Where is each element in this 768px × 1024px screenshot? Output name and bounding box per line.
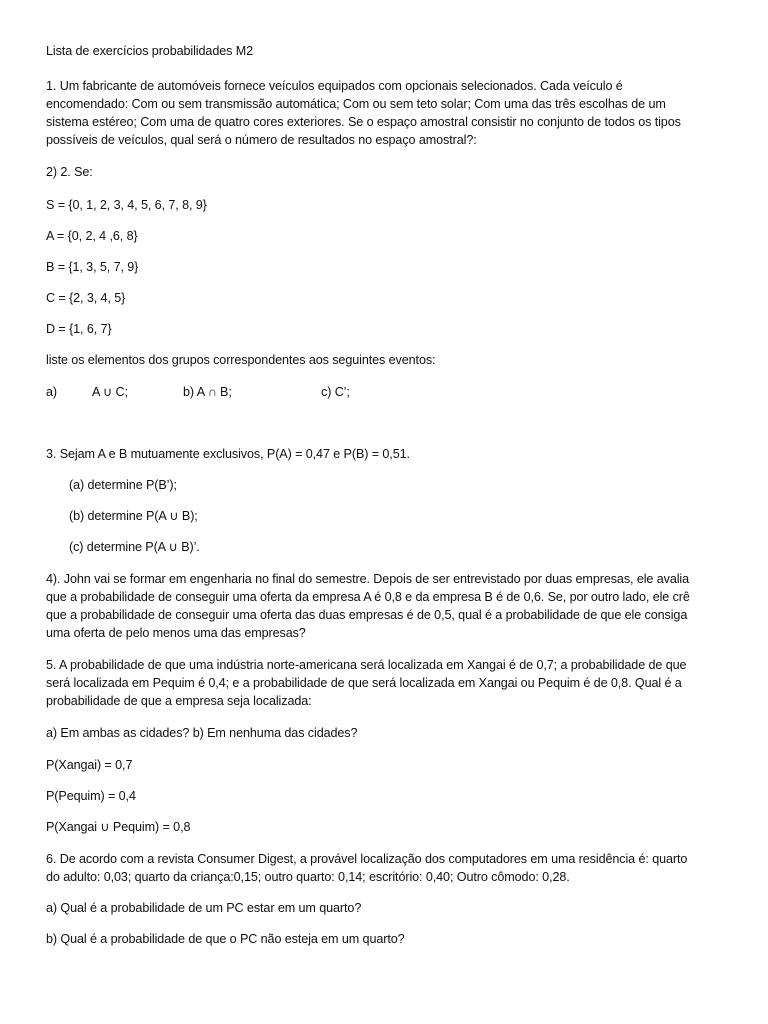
q2-items-row xyxy=(46,384,366,400)
q4-line: que a probabilidade de conseguir uma oferta das duas empresas é de 0,5, qual é a probabilidade de que ele consiga xyxy=(46,608,688,622)
q5-given: P(Xangai ∪ Pequim) = 0,8 xyxy=(46,820,191,834)
q3-item-b: (b) determine P(A ∪ B); xyxy=(69,509,198,523)
q6-item-b: b) Qual é a probabilidade de que o PC não esteja em um quarto? xyxy=(46,932,405,946)
q4-line: uma oferta de pelo menos uma das empresas? xyxy=(46,626,306,640)
q6-line: 6. De acordo com a revista Consumer Digest, a provável localização dos computadores em uma residência é: quarto xyxy=(46,852,688,866)
set-c: C = {2, 3, 4, 5} xyxy=(46,291,126,305)
set-s: S = {0, 1, 2, 3, 4, 5, 6, 7, 8, 9} xyxy=(46,198,207,212)
q2-instruction: liste os elementos dos grupos correspondentes aos seguintes eventos: xyxy=(46,353,436,367)
q2-item-b: b) A ∩ B; xyxy=(183,385,232,399)
q3-item-c: (c) determine P(A ∪ B)’. xyxy=(69,540,200,554)
q1-line: sistema estéreo; Com uma de quatro cores exteriores. Se o espaço amostral consistir no conjunto de todos os tipos xyxy=(46,115,681,129)
q2-item-c: c) C’; xyxy=(321,385,350,399)
q5-given: P(Xangai) = 0,7 xyxy=(46,758,133,772)
q3-heading: 3. Sejam A e B mutuamente exclusivos, P(A) = 0,47 e P(B) = 0,51. xyxy=(46,447,410,461)
q1-line: possíveis de veículos, qual será o número de resultados no espaço amostral?: xyxy=(46,133,477,147)
set-d: D = {1, 6, 7} xyxy=(46,322,112,336)
q2-heading: 2) 2. Se: xyxy=(46,165,93,179)
set-a: A = {0, 2, 4 ,6, 8} xyxy=(46,229,138,243)
q5-line: 5. A probabilidade de que uma indústria norte-americana será localizada em Xangai é de 0,7; a probabilidade de que xyxy=(46,658,687,672)
set-b: B = {1, 3, 5, 7, 9} xyxy=(46,260,139,274)
q2-item-a: A ∪ C; xyxy=(92,385,128,399)
q5-line: será localizada em Pequim é 0,4; e a probabilidade de que será localizada em Xangai ou Pequim é de 0,8. Qual é a xyxy=(46,676,682,690)
document-title: Lista de exercícios probabilidades M2 xyxy=(46,44,254,58)
q6-item-a: a) Qual é a probabilidade de um PC estar em um quarto? xyxy=(46,901,362,915)
q1-line: encomendado: Com ou sem transmissão automática; Com ou sem teto solar; Com uma das três escolhas de um xyxy=(46,97,666,111)
q2-item-label: a) xyxy=(46,385,57,399)
q4-line: que a probabilidade de conseguir uma oferta da empresa A é 0,8 e da empresa B é de 0,6. Se, por outro lado, ele crê xyxy=(46,590,690,604)
q4-line: 4). John vai se formar em engenharia no final do semestre. Depois de ser entrevistado por duas empresas, ele avalia xyxy=(46,572,690,586)
q5-line: probabilidade de que a empresa seja localizada: xyxy=(46,694,312,708)
q5-subitems: a) Em ambas as cidades? b) Em nenhuma das cidades? xyxy=(46,726,358,740)
q6-line: do adulto: 0,03; quarto da criança:0,15; outro quarto: 0,14; escritório: 0,40; Outro cômodo: 0,28. xyxy=(46,870,570,884)
q3-item-a: (a) determine P(B’); xyxy=(69,478,177,492)
q5-given: P(Pequim) = 0,4 xyxy=(46,789,136,803)
q1-line: 1. Um fabricante de automóveis fornece veículos equipados com opcionais selecionados. Cada veículo é xyxy=(46,79,623,93)
